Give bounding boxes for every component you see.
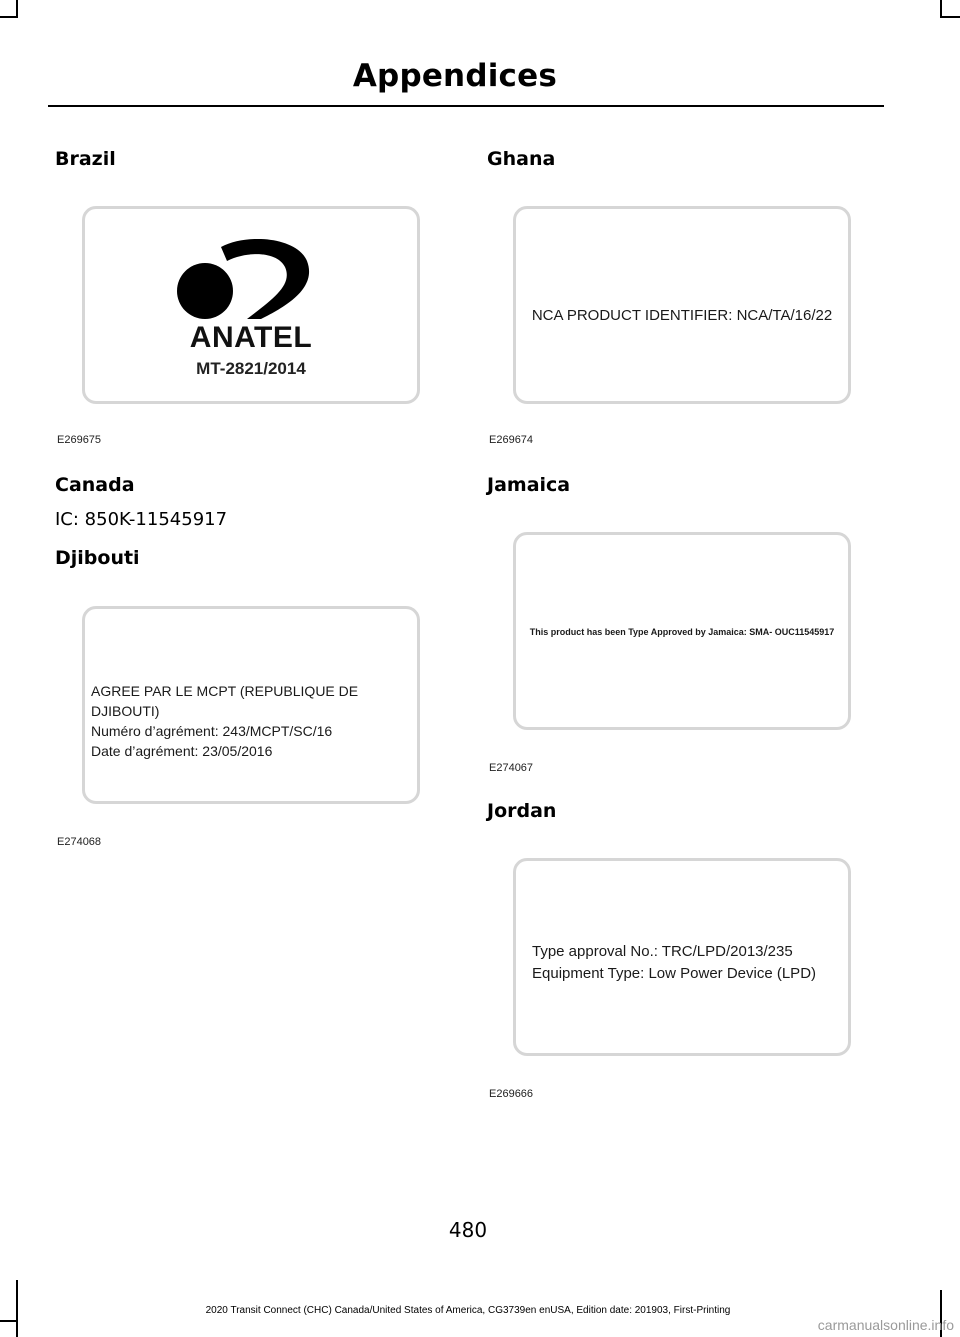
- label-card-ghana: [513, 206, 851, 404]
- label-card-jordan: [513, 858, 851, 1056]
- jamaica-type-approval: This product has been Type Approved by Jamaica: SMA- OUC11545917: [529, 627, 835, 637]
- watermark: carmanualsonline.info: [817, 1317, 954, 1333]
- djibouti-approval-date: Date d’agrément: 23/05/2016: [91, 743, 273, 759]
- ghana-product-identifier: NCA PRODUCT IDENTIFIER: NCA/TA/16/22: [531, 307, 833, 324]
- crop-mark: [0, 16, 18, 18]
- canada-ic-number: IC: 850K-11545917: [55, 509, 228, 530]
- page-title: Appendices: [352, 58, 557, 94]
- heading-canada: Canada: [55, 474, 135, 496]
- anatel-logo-icon: [177, 239, 327, 319]
- anatel-certificate-code: MT-2821/2014: [196, 359, 306, 378]
- label-card-brazil: [82, 206, 420, 404]
- page-number: 480: [448, 1218, 488, 1242]
- image-code-jamaica: E274067: [489, 762, 534, 774]
- footer-edition-info: 2020 Transit Connect (CHC) Canada/United States of America, CG3739en enUSA, Edition date: 201903, First-Printing: [205, 1305, 731, 1316]
- title-divider: [48, 105, 884, 107]
- label-card-djibouti: [82, 606, 420, 804]
- crop-mark: [0, 1320, 18, 1322]
- anatel-wordmark: ANATEL: [189, 321, 313, 354]
- label-card-jamaica: [513, 532, 851, 730]
- heading-brazil: Brazil: [55, 148, 116, 170]
- image-code-brazil: E269675: [57, 434, 102, 446]
- heading-jamaica: Jamaica: [487, 474, 571, 496]
- jordan-equipment-type: Equipment Type: Low Power Device (LPD): [532, 965, 817, 982]
- djibouti-approval-line: AGREE PAR LE MCPT (REPUBLIQUE DE DJIBOUTI): [91, 683, 359, 719]
- image-code-jordan: E269666: [489, 1088, 534, 1100]
- jordan-type-approval-number: Type approval No.: TRC/LPD/2013/235: [532, 943, 793, 960]
- crop-mark: [942, 16, 960, 18]
- heading-djibouti: Djibouti: [55, 547, 140, 569]
- djibouti-approval-number: Numéro d’agrément: 243/MCPT/SC/16: [91, 723, 333, 739]
- heading-ghana: Ghana: [487, 148, 556, 170]
- heading-jordan: Jordan: [487, 800, 557, 822]
- image-code-djibouti: E274068: [57, 836, 102, 848]
- image-code-ghana: E269674: [489, 434, 534, 446]
